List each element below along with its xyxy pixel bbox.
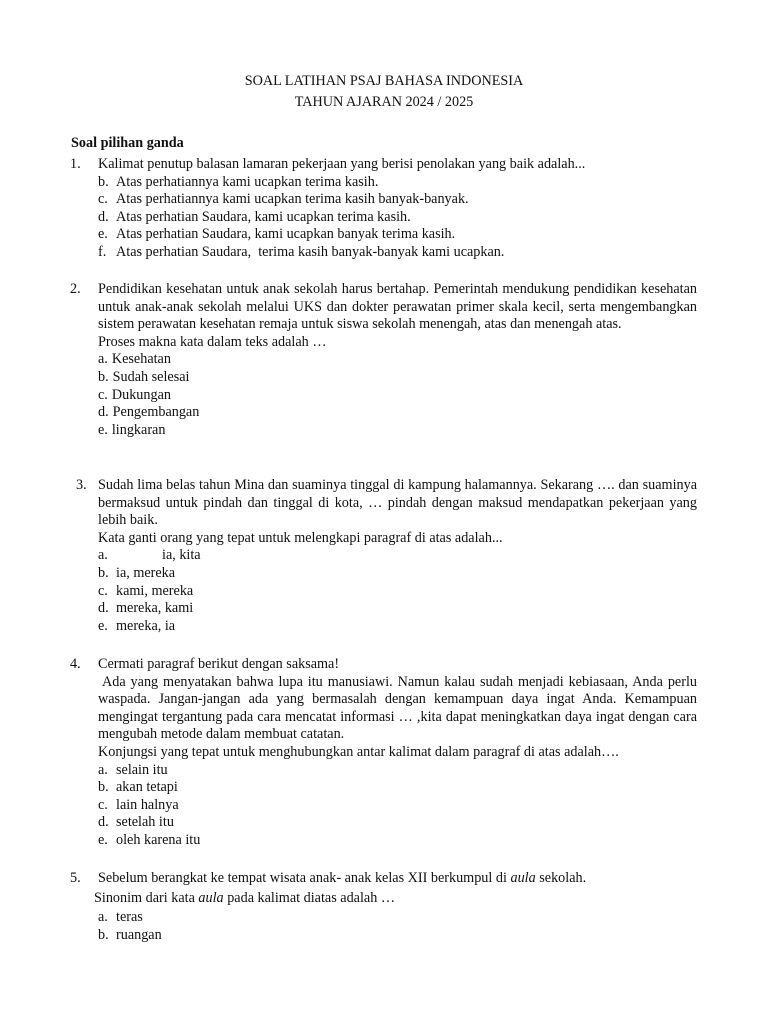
option: b. akan tetapi — [98, 779, 178, 796]
option: a. Kesehatan — [98, 351, 171, 368]
option: d. mereka, kami — [98, 600, 194, 617]
document-title: SOAL LATIHAN PSAJ BAHASA INDONESIA — [244, 73, 524, 89]
question-text: Sudah lima belas tahun Mina dan suaminya tinggal di kampung halamannya. Sekarang …. dan suaminya bermaksud untuk pindah dan tinggal di kota, … pindah dengan maksud mendapatkan pekerjaan yang lebih baik. — [98, 477, 697, 529]
question-number: 4. — [70, 656, 81, 672]
question-text: Pendidikan kesehatan untuk anak sekolah harus bertahap. Pemerintah mendukung pendidikan kesehatan untuk anak-anak sekolah melalui UKS dan dokter perawatan primer skala kecil, serta mengembangkan sistem perawatan kesehatan remaja untuk siswa sekolah menengah, atas dan menengah atas. — [98, 281, 697, 333]
option: b. ruangan — [98, 926, 162, 943]
question-number: 5. — [70, 870, 81, 886]
option: d. Pengembangan — [98, 404, 200, 421]
question-body — [98, 156, 697, 262]
option: f. Atas perhatian Saudara, terima kasih banyak-banyak kami ucapkan. — [98, 243, 505, 260]
question-text: Cermati paragraf berikut dengan saksama! — [98, 656, 340, 672]
question-body — [98, 477, 697, 635]
question-body — [94, 870, 697, 944]
question-passage: Ada yang menyatakan bahwa lupa itu manusiawi. Namun kalau sudah menjadi kebiasaan, Anda perlu waspada. Jangan-jangan ada yang bermasalah dengan kemampuan daya ingat Anda. Kemampuan mengingat tergantung pada cara mencatat informasi … ,kita dapat meningkatkan daya ingat dengan cara mengubah metode dalam membuat catatan. — [98, 673, 697, 743]
question-text: Sebelum berangkat ke tempat wisata anak- anak kelas XII berkumpul di aula sekolah. — [98, 870, 587, 886]
option: a. selain itu — [98, 761, 168, 778]
option: e. Atas perhatian Saudara, kami ucapkan banyak terima kasih. — [98, 226, 456, 243]
question-number: 1. — [70, 156, 81, 172]
option: a. teras — [98, 909, 143, 926]
option: e. mereka, ia — [98, 617, 176, 634]
question-prompt: Proses makna kata dalam teks adalah … — [98, 333, 327, 350]
option: c. Dukungan — [98, 386, 171, 403]
option: b. Sudah selesai — [98, 368, 190, 385]
option: a. ia, kita — [98, 547, 201, 564]
question-prompt: Sinonim dari kata aula pada kalimat diatas adalah … — [94, 889, 396, 906]
question-number: 2. — [70, 281, 81, 297]
option: c. Atas perhatiannya kami ucapkan terima kasih banyak-banyak. — [98, 191, 469, 208]
option: e. lingkaran — [98, 421, 166, 438]
question-prompt: Konjungsi yang tepat untuk menghubungkan antar kalimat dalam paragraf di atas adalah…. — [98, 743, 619, 760]
question-prompt: Kata ganti orang yang tepat untuk melengkapi paragraf di atas adalah... — [98, 529, 503, 546]
section-heading: Soal pilihan ganda — [71, 135, 184, 151]
option: b. ia, mereka — [98, 564, 176, 581]
question-number: 3. — [76, 477, 87, 493]
question-body — [98, 656, 697, 850]
option: c. kami, mereka — [98, 582, 194, 599]
option: b. Atas perhatiannya kami ucapkan terima kasih. — [98, 173, 379, 190]
option: c. lain halnya — [98, 796, 179, 813]
option: e. oleh karena itu — [98, 831, 201, 848]
question-body — [98, 281, 697, 439]
document-subtitle: TAHUN AJARAN 2024 / 2025 — [294, 94, 474, 110]
option: d. setelah itu — [98, 814, 174, 831]
option: d. Atas perhatian Saudara, kami ucapkan terima kasih. — [98, 208, 411, 225]
question-text: Kalimat penutup balasan lamaran pekerjaan yang berisi penolakan yang baik adalah... — [98, 156, 586, 172]
